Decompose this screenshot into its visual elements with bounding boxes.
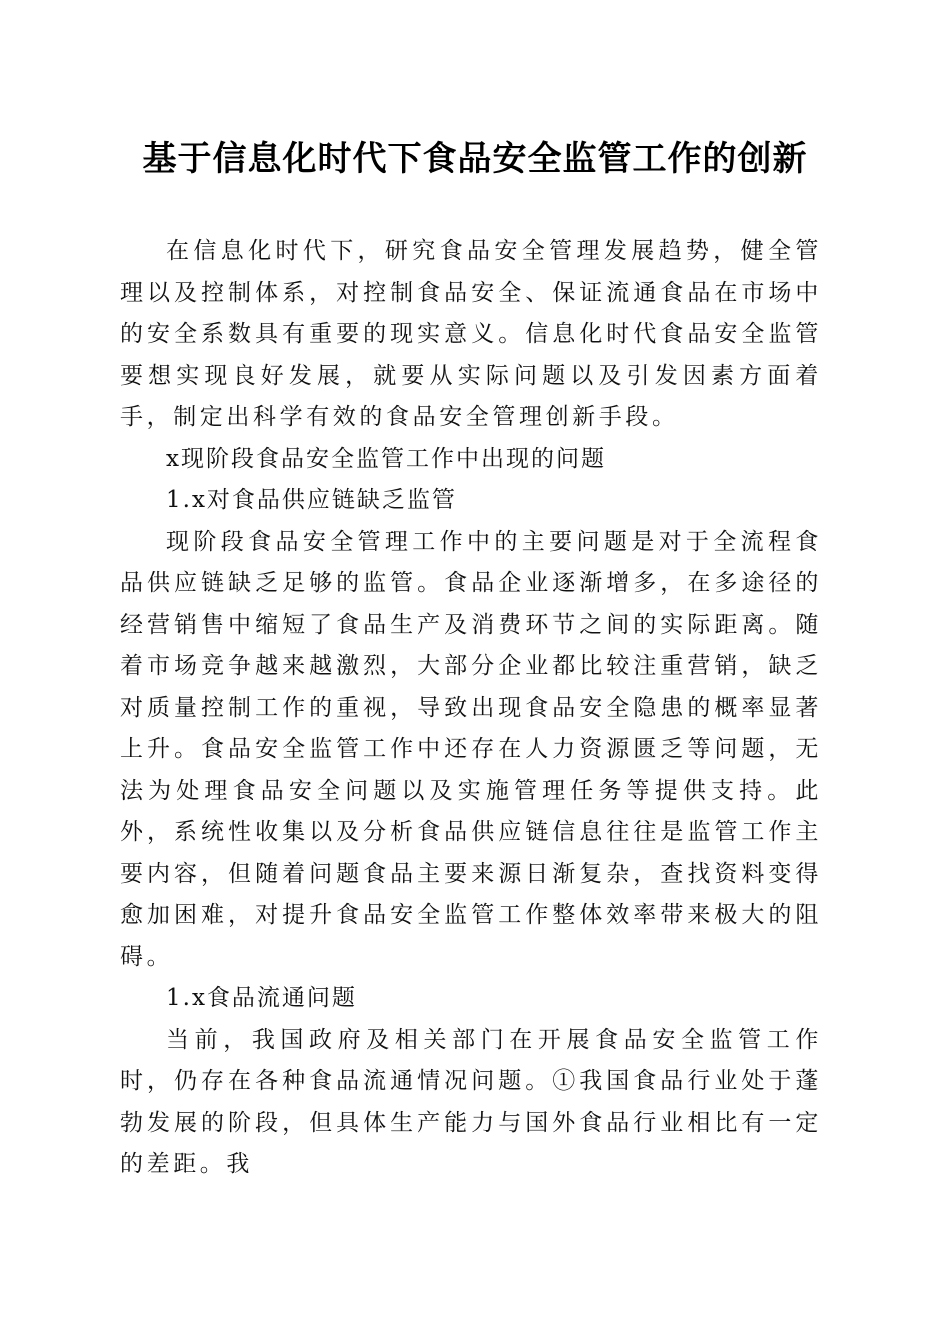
section-heading: x现阶段食品安全监管工作中出现的问题 — [166, 445, 606, 472]
paragraph-supply-chain: 现阶段食品安全管理工作中的主要问题是对于全流程食品供应链缺乏足够的监管。食品企业逐渐增多，在多途径的经营销售中缩短了食品生产及消费环节之间的实际距离。随着市场竞争越来越激烈，大部分企业都比较注重营销，缺乏对质量控制工作的重视，导致出现食品安全隐患的概率显著上升。食品安全监管工作中还存在人力资源匮乏等问题，无法为处理食品安全问题以及实施管理任务等提供支持。此外，系统性收集以及分析食品供应链信息往往是监管工作主要内容，但随着问题食品主要来源日渐复杂，查找资料变得愈加困难，对提升食品安全监管工作整体效率带来极大的阻碍。 — [120, 528, 822, 970]
document-title: 基于信息化时代下食品安全监管工作的创新 — [142, 139, 808, 179]
document-body — [120, 231, 822, 1186]
paragraph-intro: 在信息化时代下，研究食品安全管理发展趋势，健全管理以及控制体系，对控制食品安全、保证流通食品在市场中的安全系数具有重要的现实意义。信息化时代食品安全监管要想实现良好发展，就要从实际问题以及引发因素方面着手，制定出科学有效的食品安全管理创新手段。 — [120, 238, 822, 430]
paragraph-circulation: 当前，我国政府及相关部门在开展食品安全监管工作时，仍存在各种食品流通情况问题。①我国食品行业处于蓬勃发展的阶段，但具体生产能力与国外食品行业相比有一定的差距。我 — [120, 1026, 822, 1177]
subsection-heading-circulation: 1.x食品流通问题 — [166, 985, 357, 1011]
subsection-heading-supply-chain: 1.x对食品供应链缺乏监管 — [166, 487, 457, 513]
